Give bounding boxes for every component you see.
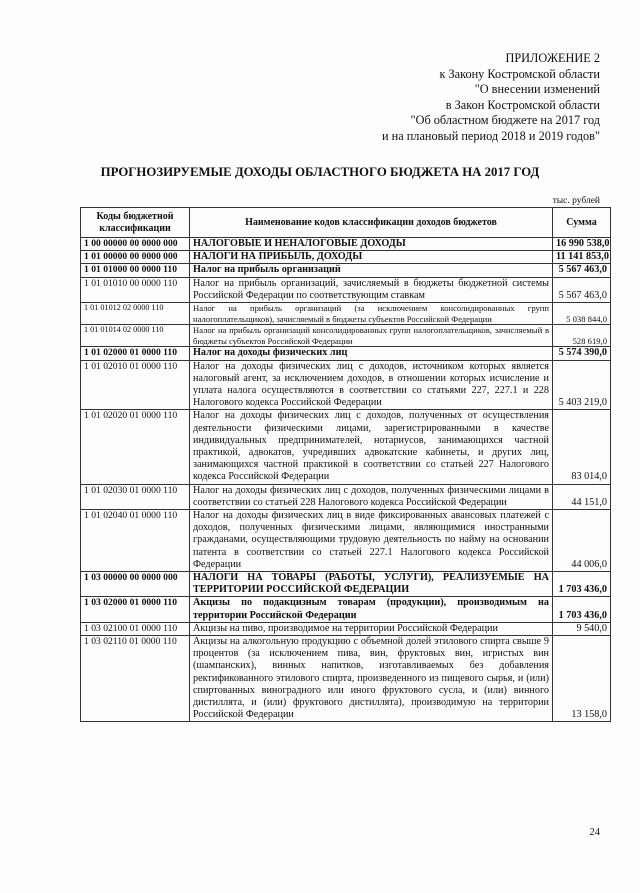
- cell-sum: 5 038 844,0: [553, 303, 611, 325]
- cell-name: Налог на прибыль организаций, зачисляемый в бюджеты бюджетной системы Российской Федерации по соответствующим ставкам: [190, 277, 553, 302]
- cell-sum: 5 574 390,0: [553, 347, 611, 360]
- header-line: ПРИЛОЖЕНИЕ 2: [505, 51, 600, 65]
- header-line: к Закону Костромской области: [439, 66, 600, 81]
- cell-code: 1 03 00000 00 0000 000: [81, 572, 190, 597]
- table-row: [81, 597, 611, 622]
- cell-name: Акцизы по подакцизным товарам (продукции), производимым на территории Российской Федерации: [190, 597, 553, 622]
- units-label: тыс. рублей: [552, 196, 600, 206]
- cell-code: 1 01 01000 00 0000 110: [81, 264, 190, 277]
- cell-sum: 5 567 463,0: [553, 264, 611, 277]
- header-line: "О внесении изменений: [474, 82, 600, 96]
- header-line: и на плановый период 2018 и 2019 годов": [381, 128, 600, 143]
- cell-name: НАЛОГОВЫЕ И НЕНАЛОГОВЫЕ ДОХОДЫ: [190, 238, 553, 251]
- cell-code: 1 03 02110 01 0000 110: [81, 636, 190, 722]
- cell-sum: 9 540,0: [553, 622, 611, 635]
- cell-code: 1 03 02100 01 0000 110: [81, 622, 190, 635]
- cell-name: Налог на доходы физических лиц в виде фиксированных авансовых платежей с доходов, полученных физическими лицами, являющимися иностранными гражданами, осуществляющими трудовую деятельность по найму на основании патента в соответствии со статьей 227.1 Налогового кодекса Российской Федерации: [190, 510, 553, 572]
- cell-code: 1 01 01010 00 0000 110: [81, 277, 190, 302]
- document-title: ПРОГНОЗИРУЕМЫЕ ДОХОДЫ ОБЛАСТНОГО БЮДЖЕТА НА 2017 ГОД: [100, 165, 540, 179]
- cell-name: Акцизы на алкогольную продукцию с объемной долей этилового спирта свыше 9 процентов (за исключением пива, вин, фруктовых вин, игристых вин (шампанских), винных напитков, изготавливаемых без добавления ректификованного этилового спирта, произведенного из пищевого сырья, и (или) спиртованных виноградного или иного фруктового сусла, и (или) винного дистиллята, и (или) фруктового дистиллята), производимую на территории Российской Федерации: [190, 636, 553, 722]
- cell-code: 1 03 02000 01 0000 110: [81, 597, 190, 622]
- cell-sum: 5 567 463,0: [553, 277, 611, 302]
- cell-sum: 11 141 853,0: [553, 251, 611, 264]
- table-row: [81, 264, 611, 277]
- header-line: "Об областном бюджете на 2017 год: [410, 113, 600, 127]
- cell-sum: 13 158,0: [553, 636, 611, 722]
- cell-name: Налог на доходы физических лиц с доходов, полученных физическими лицами в соответствии со статьей 228 Налогового кодекса Российской Федерации: [190, 484, 553, 509]
- table-row: [81, 347, 611, 360]
- cell-sum: 1 703 436,0: [553, 597, 611, 622]
- cell-code: 1 01 01012 02 0000 110: [81, 303, 190, 325]
- cell-code: 1 01 02010 01 0000 110: [81, 360, 190, 410]
- table-row: [81, 360, 611, 410]
- cell-name: Налог на доходы физических лиц с доходов, источником которых является налоговый агент, за исключением доходов, в отношении которых исчисление и уплата налога осуществляются в соответствии со статьями 227, 227.1 и 228 Налогового кодекса Российской Федерации: [190, 360, 553, 410]
- header-line: в Закон Костромской области: [445, 97, 600, 112]
- table-body: [81, 238, 611, 722]
- cell-code: 1 01 00000 00 0000 000: [81, 251, 190, 264]
- cell-sum: 83 014,0: [553, 410, 611, 484]
- appendix-header: [382, 51, 600, 144]
- table-row: [81, 277, 611, 302]
- table-row: [81, 410, 611, 484]
- cell-name: Налог на прибыль организаций (за исключением консолидированных групп налогоплательщиков), зачисляемый в бюджеты субъектов Российской Федерации: [190, 303, 553, 325]
- cell-sum: 44 151,0: [553, 484, 611, 509]
- table-row: [81, 636, 611, 722]
- page-number: 24: [589, 827, 600, 838]
- revenue-table: [80, 207, 611, 722]
- cell-name: НАЛОГИ НА ТОВАРЫ (РАБОТЫ, УСЛУГИ), РЕАЛИЗУЕМЫЕ НА ТЕРРИТОРИИ РОССИЙСКОЙ ФЕДЕРАЦИИ: [190, 572, 553, 597]
- table-row: [81, 325, 611, 347]
- header-name: Наименование кодов классификации доходов бюджетов: [190, 208, 553, 238]
- cell-name: Акцизы на пиво, производимое на территории Российской Федерации: [190, 622, 553, 635]
- header-sum: Сумма: [553, 208, 611, 238]
- table-header-row: [81, 208, 611, 238]
- cell-sum: 528 619,0: [553, 325, 611, 347]
- cell-sum: 1 703 436,0: [553, 572, 611, 597]
- table-row: [81, 510, 611, 572]
- cell-name: Налог на доходы физических лиц с доходов, полученных от осуществления деятельности физическими лицами, зарегистрированными в качестве индивидуальных предпринимателей, нотариусов, занимающихся частной практикой, адвокатов, учредивших адвокатские кабинеты, и других лиц, занимающихся частной практикой в соответствии со статьей 227 Налогового кодекса Российской Федерации: [190, 410, 553, 484]
- cell-code: 1 01 02040 01 0000 110: [81, 510, 190, 572]
- cell-name: Налог на прибыль организаций: [190, 264, 553, 277]
- cell-code: 1 00 00000 00 0000 000: [81, 238, 190, 251]
- table-row: [81, 484, 611, 509]
- table-row: [81, 622, 611, 635]
- cell-name: Налог на доходы физических лиц: [190, 347, 553, 360]
- cell-code: 1 01 02020 01 0000 110: [81, 410, 190, 484]
- cell-name: НАЛОГИ НА ПРИБЫЛЬ, ДОХОДЫ: [190, 251, 553, 264]
- cell-sum: 5 403 219,0: [553, 360, 611, 410]
- header-code: Коды бюджетной классификации: [81, 208, 190, 238]
- cell-code: 1 01 02030 01 0000 110: [81, 484, 190, 509]
- table-row: [81, 303, 611, 325]
- table-row: [81, 238, 611, 251]
- cell-code: 1 01 01014 02 0000 110: [81, 325, 190, 347]
- table-row: [81, 251, 611, 264]
- cell-sum: 16 990 538,0: [553, 238, 611, 251]
- cell-sum: 44 006,0: [553, 510, 611, 572]
- cell-name: Налог на прибыль организаций консолидированных групп налогоплательщиков, зачисляемый в бюджеты субъектов Российской Федерации: [190, 325, 553, 347]
- table-row: [81, 572, 611, 597]
- cell-code: 1 01 02000 01 0000 110: [81, 347, 190, 360]
